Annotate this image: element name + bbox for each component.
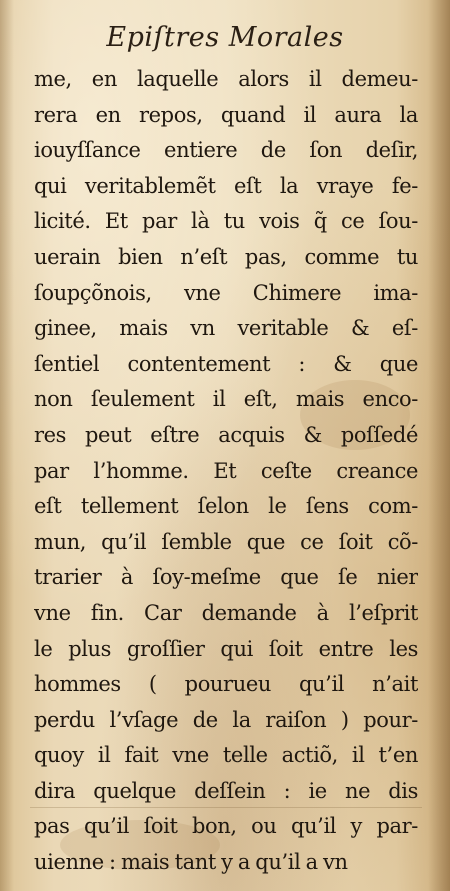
text-line: qui veritablemẽt eſt la vraye fe- xyxy=(34,173,418,198)
text-line: par l’homme. Et ceſte creance xyxy=(34,458,418,483)
text-line: iouyſſance entiere de ſon deſir, xyxy=(34,138,418,163)
page-shadow-right xyxy=(428,0,450,891)
text-line: rera en repos, quand il aura la xyxy=(34,102,418,127)
text-line: vne fin. Car demande à l’eſprit xyxy=(34,600,418,625)
text-line: trarier à ſoy-meſme que ſe nier xyxy=(34,565,418,590)
text-line: uerain bien n’eſt pas, comme tu xyxy=(34,244,418,269)
text-line: non ſeulement il eſt, mais enco- xyxy=(34,387,418,412)
text-line: uienne : mais tant y a qu’il a vn xyxy=(34,850,348,875)
text-line: dira quelque deſſein : ie ne dis xyxy=(34,778,418,803)
text-line: licité. Et par là tu vois q̃ ce ſou- xyxy=(34,209,418,234)
running-header: Epiſtres Morales xyxy=(106,22,344,53)
page-shadow-left xyxy=(0,0,14,891)
text-line: eſt tellement ſelon le ſens com- xyxy=(34,494,418,519)
page-crease xyxy=(30,807,422,808)
text-line: pas qu’il ſoit bon, ou qu’il y par- xyxy=(34,814,418,839)
text-line: hommes ( pourueu qu’il n’ait xyxy=(34,672,418,697)
text-line: me, en laquelle alors il demeu- xyxy=(34,67,418,91)
text-line: ginee, mais vn veritable & eſ- xyxy=(34,316,418,341)
text-line: ſoupçõnois, vne Chimere ima- xyxy=(34,280,418,305)
text-line: quoy il fait vne telle actiõ, il t’en xyxy=(34,743,418,768)
text-line: mun, qu’il ſemble que ce ſoit cõ- xyxy=(34,529,418,554)
body-text xyxy=(34,62,418,881)
text-line: le plus groſſier qui ſoit entre les xyxy=(34,636,418,661)
text-line: res peut eſtre acquis & poſſedé xyxy=(34,422,418,447)
text-line: ſentiel contentement : & que xyxy=(34,351,418,376)
text-line: perdu l’vſage de la raiſon ) pour- xyxy=(34,707,418,732)
